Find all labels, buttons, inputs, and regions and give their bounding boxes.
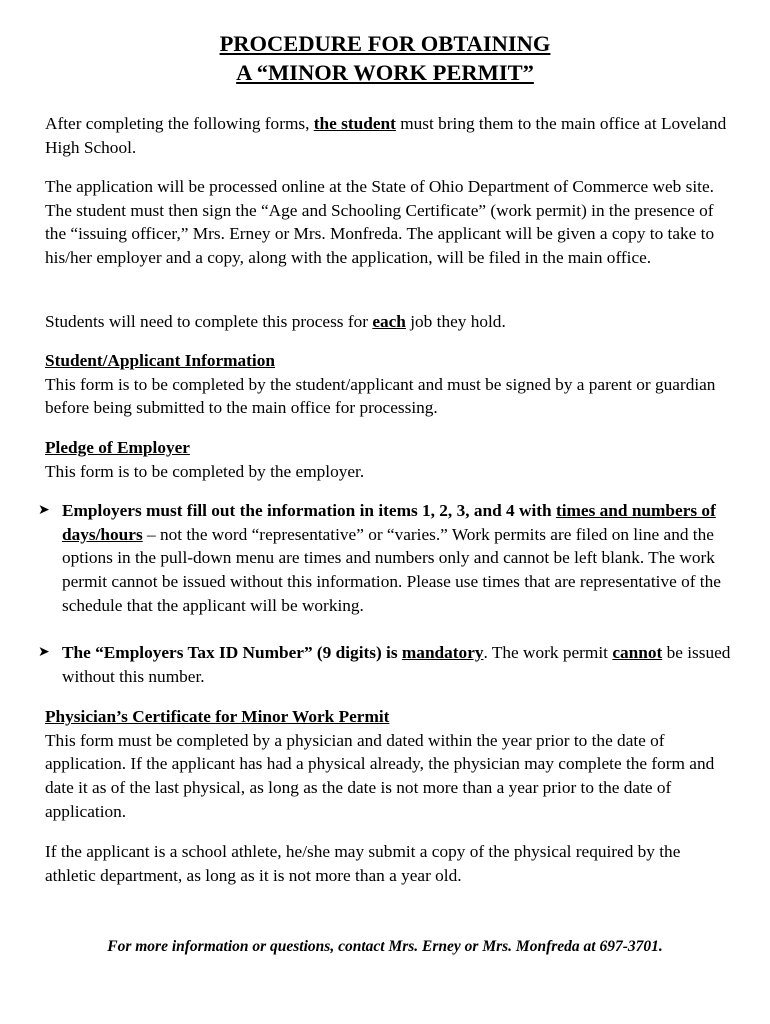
page-title-line-2: A “MINOR WORK PERMIT” [236,60,534,85]
document-page: PROCEDURE FOR OBTAINING A “MINOR WORK PERMIT” After completing the following forms, the student must bring them to the main office at Loveland High School. The application will be processed online at the State of Ohio Department of Commerce web site. The student must then sign the “Age and Schooling Certificate” (work permit) in the presence of the “issuing officer,” Mrs. Erney or Mrs. Monfreda. The applicant will be given a copy to take to his/her employer and a copy, along with the application, will be filed in the main office. Students will need to complete this process for each job they hold. Student/Applicant Information This form is to be completed by the student/applicant and must be signed by a parent or guardian before being submitted to the main office for processing. Pledge of Employer This form is to be completed by the employer. ➤ Employers must fill out the information in items 1, 2, 3, and 4 with times and numbers of days/hours – not the word “representative” or “varies.” Work permits are filed on line and the options in the pull-down menu are times and numbers only and cannot be left blank. The work permit cannot be issued without this information. Please use times that are representative of the schedule that the applicant will be working. ➤ The “Employers Tax ID Number” (9 digits) is mandatory. The work permit cannot be issued without this number. Physician’s Certificate for Minor Work Permit This form must be completed by a physician and dated within the year prior to the date of application. If the applicant has had a physical already, the physician may complete the form and date it as of the last physical, as long as the date is not more than a year prior to the date of application. If the applicant is a school athlete, he/she may submit a copy of the physical required by the athletic department, as long as it is not more than a year old. For more information or questions, contact Mrs. Erney or Mrs. Monfreda at 697-3701. [0,0,770,1024]
physician-certificate-body: This form must be completed by a physician and dated within the year prior to the date of application. If the applicant has had a physical already, the physician may complete the form and date it as of the last physical, as long as the date is not more than a year prior to the date of application. [45,730,715,821]
each-job-paragraph: Students will need to complete this process for each job they hold. [45,312,506,331]
student-applicant-heading: Student/Applicant Information [45,351,275,370]
physician-certificate-section [45,705,735,824]
pledge-of-employer-section [45,436,735,483]
each-emphasis: each [372,312,406,331]
school-athlete-paragraph: If the applicant is a school athlete, he/she may submit a copy of the physical required by the athletic department, as long as it is not more than a year old. [45,842,681,885]
the-student-emphasis: the student [313,114,396,133]
intro-paragraph: After completing the following forms, the student must bring them to the main office at Loveland High School. [45,114,727,157]
pledge-of-employer-heading: Pledge of Employer [45,438,190,457]
pledge-of-employer-body: This form is to be completed by the employer. [45,461,365,481]
page-title-line-1: PROCEDURE FOR OBTAINING [219,31,551,56]
student-applicant-section [45,349,735,420]
processing-paragraph: The application will be processed online at the State of Ohio Department of Commerce web site. The student must then sign the “Age and Schooling Certificate” (work permit) in the presence of the “issuing officer,” Mrs. Erney or Mrs. Monfreda. The applicant will be given a copy to take to his/her employer and a copy, along with the application, will be filed in the main office. [45,177,715,268]
arrowhead-bullet-icon: ➤ [38,644,50,660]
student-applicant-body: This form is to be completed by the student/applicant and must be signed by a parent or guardian before being submitted to the main office for processing. [45,374,716,418]
arrowhead-bullet-icon: ➤ [38,502,50,518]
contact-footer: For more information or questions, contact Mrs. Erney or Mrs. Monfreda at 697-3701. [107,938,663,955]
physician-certificate-heading: Physician’s Certificate for Minor Work Permit [45,707,390,726]
